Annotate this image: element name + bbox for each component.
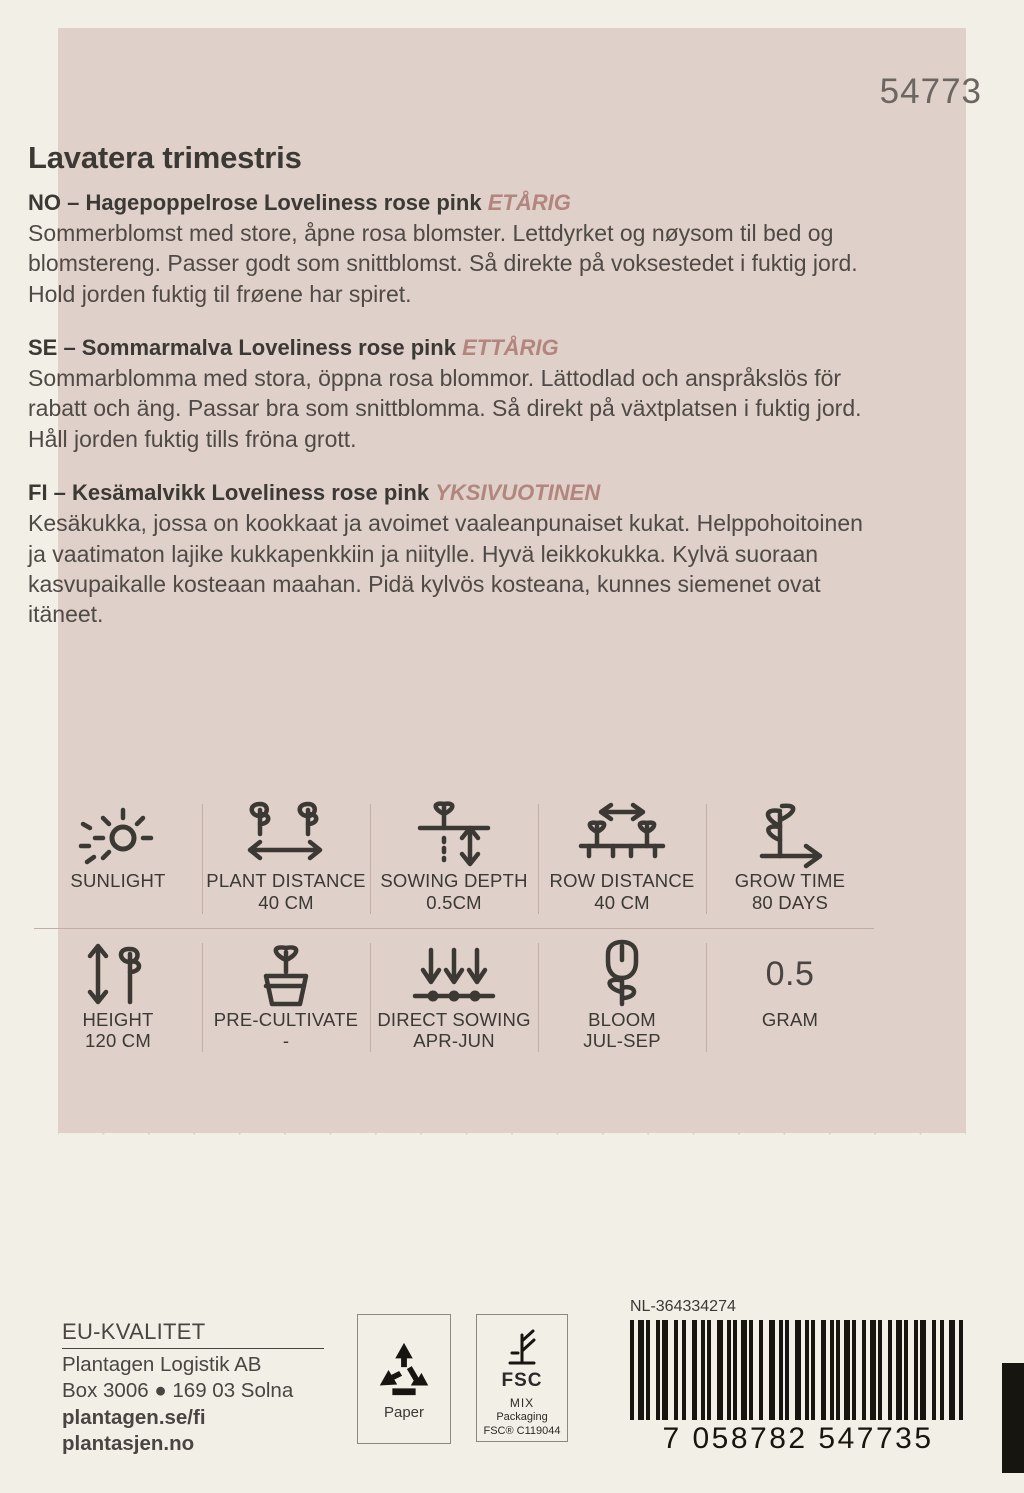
icon-value-bloom: JUL-SEP xyxy=(583,1030,661,1052)
company-name: Plantagen Logistik AB xyxy=(62,1353,262,1377)
annual-tag-no: ETÅRIG xyxy=(487,190,571,215)
icon-label-sunlight: SUNLIGHT xyxy=(70,870,166,891)
language-heading-fi xyxy=(28,480,883,506)
language-title-se: SE – Sommarmalva Loveliness rose pink xyxy=(28,335,463,361)
bloom-icon xyxy=(542,939,702,1009)
description-text-block xyxy=(28,140,883,656)
packet-zigzag-edge xyxy=(58,1105,966,1135)
icon-cell-sowing-depth xyxy=(370,790,538,928)
print-registration-mark xyxy=(1002,1363,1024,1473)
icon-label-row-distance: ROW DISTANCE xyxy=(549,870,695,891)
fsc-mix: MIX xyxy=(509,1395,535,1410)
page-title: Lavatera trimestris xyxy=(28,140,302,175)
icon-cell-pre-cultivate xyxy=(202,929,370,1067)
sun-icon xyxy=(38,800,198,870)
icon-value-pre-cultivate: - xyxy=(282,1030,290,1052)
grow-time-icon xyxy=(710,800,870,870)
barcode-block xyxy=(630,1298,966,1456)
language-title-fi: FI – Kesämalvikk Loveliness rose pink xyxy=(28,480,436,506)
website-fi[interactable]: plantagen.se/fi xyxy=(62,1405,206,1429)
icon-cell-height xyxy=(34,929,202,1067)
icon-label-weight: GRAM xyxy=(761,1008,819,1030)
packet-footer xyxy=(0,1290,1024,1490)
language-heading-se xyxy=(28,335,883,361)
icon-value-grow-time: 80 DAYS xyxy=(751,891,829,913)
icon-cell-row-distance xyxy=(538,790,706,928)
icon-cell-direct-sowing xyxy=(370,929,538,1067)
icon-value-direct-sowing: APR-JUN xyxy=(413,1030,495,1052)
barcode-bars xyxy=(630,1320,966,1420)
recycle-caption: Paper xyxy=(383,1403,425,1421)
icon-cell-grow-time xyxy=(706,790,874,928)
annual-tag-se: ETTÅRIG xyxy=(462,335,559,361)
eu-quality-label: EU-KVALITET xyxy=(62,1319,206,1344)
icon-label-plant-distance: PLANT DISTANCE xyxy=(206,870,366,891)
weight-value: 0.5 xyxy=(765,954,815,993)
recycle-icon xyxy=(373,1338,435,1400)
sowing-depth-icon xyxy=(374,800,534,870)
nl-code: NL-364334274 xyxy=(630,1298,736,1315)
pre-cultivate-icon xyxy=(206,939,366,1009)
recycle-badge xyxy=(357,1314,451,1444)
fsc-badge xyxy=(476,1314,568,1442)
icon-value-height: 120 CM xyxy=(85,1030,151,1052)
icon-cell-weight xyxy=(706,929,874,1067)
language-heading-no xyxy=(28,190,883,216)
icon-label-height: HEIGHT xyxy=(82,1008,154,1030)
fsc-tree-icon xyxy=(500,1323,544,1369)
fsc-logo-text: FSC xyxy=(501,1370,543,1391)
annual-tag-fi: YKSIVUOTINEN xyxy=(435,480,601,506)
language-title-no: NO – Hagepoppelrose Loveliness rose pink xyxy=(28,190,488,215)
fsc-code: FSC® C119044 xyxy=(483,1424,561,1437)
company-info xyxy=(62,1318,362,1457)
ean-number: 7 058782 547735 xyxy=(662,1422,934,1455)
company-address: Box 3006 ● 169 03 Solna xyxy=(62,1379,294,1403)
direct-sowing-icon xyxy=(374,939,534,1009)
plant-distance-icon xyxy=(206,800,366,870)
divider xyxy=(62,1348,324,1349)
icon-label-grow-time: GROW TIME xyxy=(734,870,846,891)
cultivation-icon-grid xyxy=(34,790,874,1066)
icon-label-bloom: BLOOM xyxy=(588,1008,656,1030)
language-body-no: Sommerblomst med store, åpne rosa blomster. Lettdyrket og nøysom til bed og blomstereng. Passer godt som snittblomst. Så direkte på voksestedet i fuktig jord. Hold jorden fuktig til frøene har spiret. xyxy=(28,220,858,307)
website-no[interactable]: plantasjen.no xyxy=(62,1431,195,1455)
icon-label-sowing-depth: SOWING DEPTH xyxy=(380,870,528,891)
language-body-se: Sommarblomma med stora, öppna rosa blommor. Lättodlad och anspråkslös för rabatt och äng. Passar bra som snittblomma. Så direkt på växtplatsen i fuktig jord. Håll jorden fuktig tills fröna grott. xyxy=(28,365,862,452)
icon-cell-sunlight xyxy=(34,790,202,928)
icon-cell-bloom xyxy=(538,929,706,1067)
icon-value-plant-distance: 40 CM xyxy=(258,891,314,913)
icon-value-sowing-depth: 0.5CM xyxy=(426,891,482,913)
icon-label-direct-sowing: DIRECT SOWING xyxy=(377,1008,531,1030)
icon-row-2 xyxy=(34,929,874,1067)
fsc-packaging: Packaging xyxy=(496,1410,548,1423)
row-distance-icon xyxy=(542,800,702,870)
icon-value-row-distance: 40 CM xyxy=(594,891,650,913)
icon-cell-plant-distance xyxy=(202,790,370,928)
icon-label-pre-cultivate: PRE-CULTIVATE xyxy=(213,1008,359,1030)
icon-row-1 xyxy=(34,790,874,929)
article-number: 54773 xyxy=(879,72,982,111)
height-icon xyxy=(38,939,198,1009)
language-body-fi: Kesäkukka, jossa on kookkaat ja avoimet vaaleanpunaiset kukat. Helppohoitoinen ja vaatimaton lajike kukkapenkkiin ja niitylle. Hyvä leikkokukka. Kylvä suoraan kasvupaikalle kosteaan maahan. Pidä kylvös kosteana, kunnes siemenet ovat itäneet. xyxy=(28,510,863,628)
